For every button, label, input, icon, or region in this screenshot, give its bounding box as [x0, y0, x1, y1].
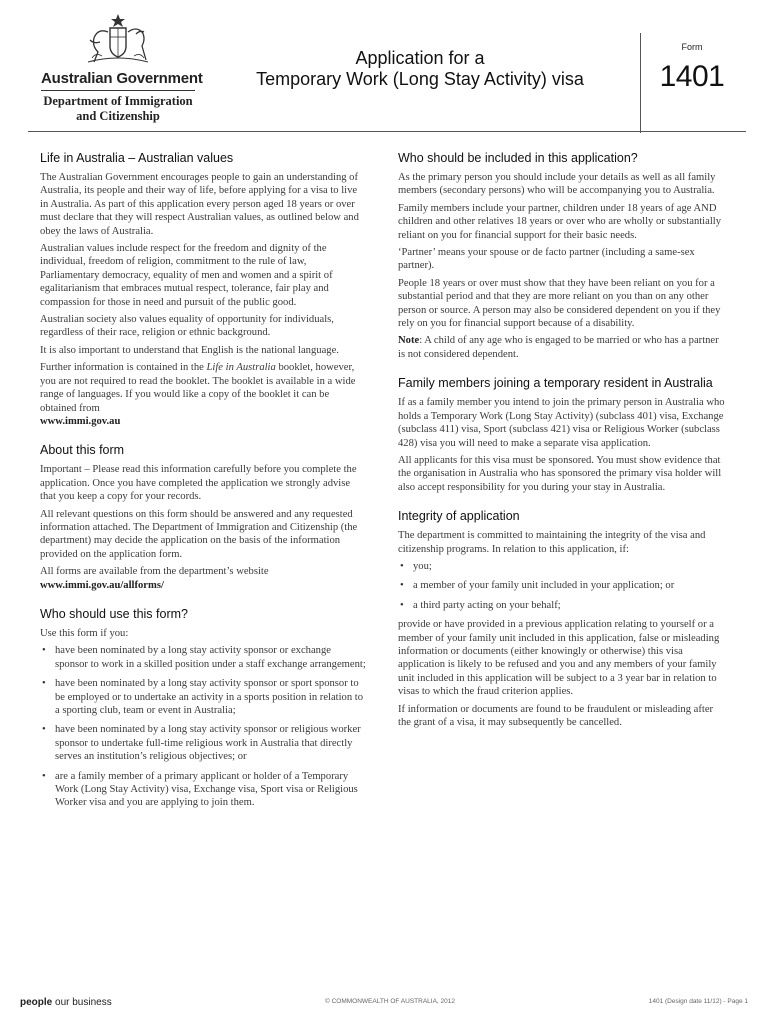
list-item: • have been nominated by a long stay activity sponsor or sport sponsor to be employed or to undertake an activity in a sports position in relation to a sporting club, team or event in Australia;	[40, 677, 366, 717]
slogan-bold: people	[20, 997, 53, 1008]
text-run: All forms are available from the department’s website	[40, 566, 269, 578]
copyright: © COMMONWEALTH OF AUSTRALIA, 2012	[325, 998, 455, 1005]
form-number: 1401	[659, 60, 725, 93]
divider	[41, 90, 195, 91]
header-rule	[28, 131, 746, 132]
text-run: booklet, however, you are not required to read the booklet. The booklet is available in a wide range of languages. If you would like a copy of the booklet it can be obtained from	[40, 362, 356, 414]
integrity-paragraph: The department is committed to maintaining the integrity of the visa and citizenship programs. In relation to this application, if:	[398, 530, 706, 555]
form-label: Form	[681, 42, 703, 52]
who-intro: Use this form if you:	[40, 627, 129, 639]
integrity-list	[398, 560, 728, 612]
included-section	[398, 150, 728, 361]
note-label: Note	[398, 335, 420, 347]
values-paragraph: Australian society also values equality of opportunity for individuals, regardless of their race, religion or ethnic background.	[40, 314, 334, 339]
allforms-link[interactable]: www.immi.gov.au/allforms/	[40, 579, 164, 591]
who-heading: Who should use this form?	[40, 606, 188, 621]
family-paragraph: If as a family member you intend to join the primary person in Australia who holds a Temporary Work (Long Stay Activity) (subclass 401) visa, Exchange (subclass 411) visa, Sport (subclass 421) visa or Religious Worker (subclass 428) visa you will need to make a separate visa application.	[398, 397, 725, 449]
title-line-2: Temporary Work (Long Stay Activity) visa	[256, 69, 584, 89]
list-item: • a member of your family unit included in your application; or	[398, 579, 728, 592]
who-section	[40, 606, 366, 810]
who-list	[40, 644, 366, 809]
list-item: • are a family member of a primary applicant or holder of a Temporary Work (Long Stay Activity) visa, Exchange visa, Sport visa or Religious Worker visa and you are applying to join them.	[40, 770, 366, 810]
integrity-heading: Integrity of application	[398, 509, 520, 524]
about-paragraph: Important – Please read this information carefully before you complete the application. Once you have completed the application we strongly advise that you keep a copy for your records.	[40, 464, 357, 503]
included-paragraph: Family members include your partner, children under 18 years of age AND children and other relatives 18 years or over who are wholly or substantially reliant on you for financial support for their basic needs.	[398, 202, 722, 241]
family-heading: Family members joining a temporary resident in Australia	[398, 376, 713, 391]
text-run: Further information is contained in the	[40, 362, 207, 374]
included-heading: Who should be included in this application?	[398, 151, 638, 165]
text-run: : A child of any age who is engaged to be married or who has a partner is not considered dependent.	[398, 335, 719, 360]
included-paragraph: People 18 years or over must show that they have been reliant on you for a substantial period and that they are more reliant on you than on any other person or source. A person may also be considered dependent on you if they rely on you for financial support because of a disability.	[398, 277, 721, 330]
about-paragraph	[40, 565, 366, 592]
page-footer	[0, 995, 770, 1015]
integrity-paragraph: If information or documents are found to be fraudulent or misleading after the grant of a visa, it may subsequently be cancelled.	[398, 703, 714, 728]
title-line-1: Application for a	[355, 48, 485, 68]
department-name: Department of Immigration and Citizenship	[43, 94, 193, 123]
values-paragraph: The Australian Government encourages people to gain an understanding of Australia, its people and their way of life, before applying for a visa to live in Australia. As part of this application every person aged 18 years or over must declare that they will respect Australian values, as outlined below and obey the laws of Australia.	[40, 172, 359, 237]
footer-slogan	[20, 997, 112, 1008]
immi-website-link[interactable]: www.immi.gov.au	[40, 415, 121, 427]
values-section	[40, 150, 366, 428]
page-header	[0, 0, 770, 135]
list-item: • have been nominated by a long stay activity sponsor or exchange sponsor to work in a skilled position under a staff exchange arrangement;	[40, 644, 366, 671]
integrity-paragraph: provide or have provided in a previous application relating to yourself or a member of your family unit included in this application, false or misleading information or documents (either knowingly or otherwise) this visa application is likely to be refused and you and any members of your family unit included in this application will be subject to a 3 year bar in relation to visas to which the fraud criterion applies.	[398, 619, 720, 698]
page-info: 1401 (Design date 11/12) - Page 1	[648, 998, 748, 1005]
booklet-title: Life in Australia	[206, 362, 276, 374]
list-item: • have been nominated by a long stay activity sponsor or religious worker sponsor to undertake full-time religious work in Australia that directly serves an institution’s religious objectives; or	[40, 723, 366, 763]
about-section	[40, 442, 366, 592]
left-column	[40, 150, 366, 816]
integrity-section	[398, 508, 728, 729]
right-column	[398, 150, 728, 733]
values-heading: Life in Australia – Australian values	[40, 151, 234, 165]
coat-of-arms-icon	[80, 12, 156, 66]
list-item: • you;	[398, 560, 728, 573]
family-paragraph: All applicants for this visa must be sponsored. You must show evidence that the organisation in Australia who has sponsored the primary visa holder will also accept responsibility for you during your stay in Australia.	[398, 454, 722, 493]
page-title	[240, 48, 600, 90]
note-paragraph	[398, 334, 728, 361]
about-heading: About this form	[40, 443, 125, 458]
included-paragraph: ‘Partner’ means your spouse or de facto partner (including a same-sex partner).	[398, 247, 695, 272]
slogan-rest: our business	[52, 997, 112, 1008]
values-paragraph	[40, 361, 366, 428]
values-paragraph: Australian values include respect for the freedom and dignity of the individual, freedom of religion, commitment to the rule of law, Parliamentary democracy, equality of men and women and a spirit of egalitarianism that embraces mutual respect, tolerance, fair play and compassion for those in need and pursuit of the public good.	[40, 243, 333, 308]
government-name: Australian Government	[41, 70, 203, 87]
about-paragraph: All relevant questions on this form should be answered and any requested information attached. The Department of Immigration and Citizenship (the department) may decide the application on the basis of the information provided on the application form.	[40, 508, 358, 560]
family-section	[398, 375, 728, 494]
list-item: • a third party acting on your behalf;	[398, 599, 728, 612]
included-paragraph: As the primary person you should include your details as well as all family members (secondary persons) who will be accompanying you to Australia.	[398, 172, 716, 197]
values-paragraph: It is also important to understand that English is the national language.	[40, 344, 339, 356]
